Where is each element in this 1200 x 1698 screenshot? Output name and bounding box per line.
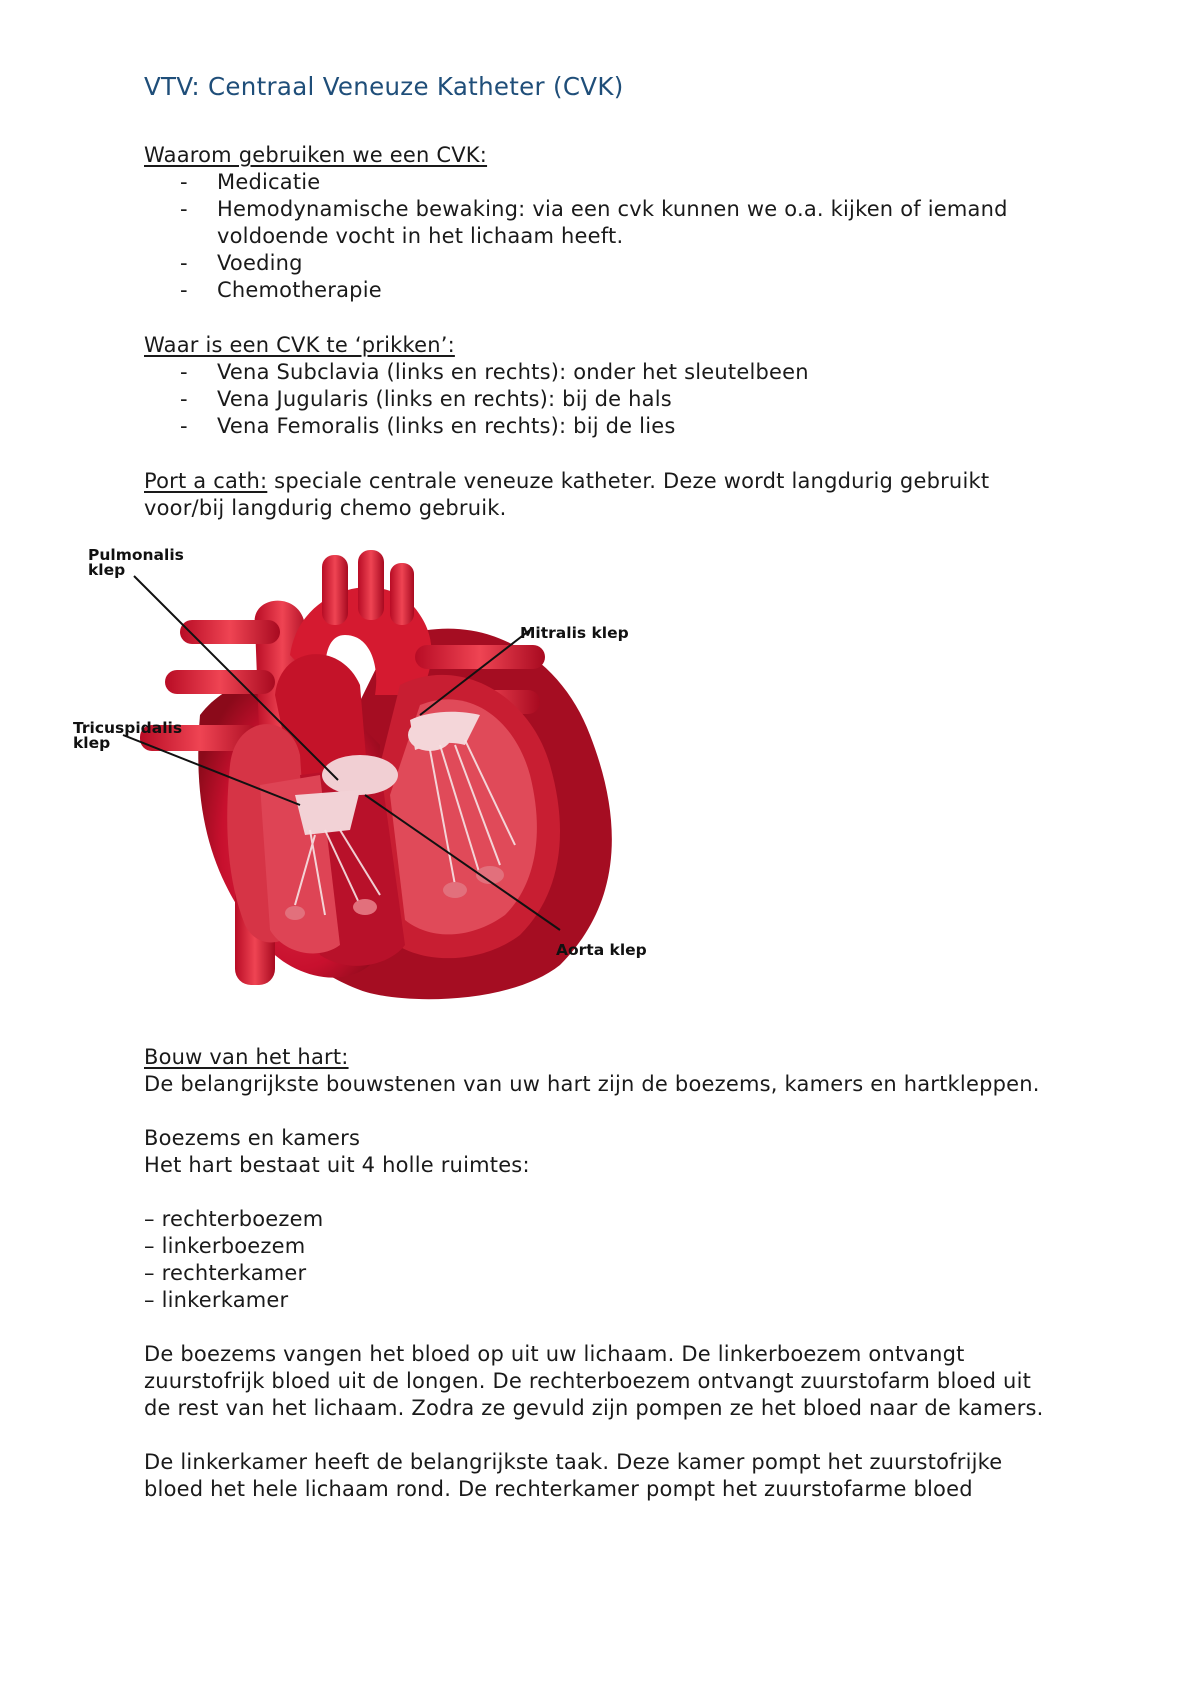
bouw-subtext: Het hart bestaat uit 4 holle ruimtes: <box>144 1153 530 1177</box>
room-item: – rechterboezem <box>144 1207 324 1231</box>
bouw-paragraph-1: De boezems vangen het bloed op uit uw lichaam. De linkerboezem ontvangt zuurstofrijk bloed uit de longen. De rechterboezem ontvangt zuurstofarm bloed uit de rest van het lichaam. Zodra ze gevuld zijn pompen ze het bloed naar de kamers. <box>144 1342 1044 1420</box>
section-bouw <box>144 1044 1064 1503</box>
bouw-subheading: Boezems en kamers <box>144 1126 361 1150</box>
section-where-heading: Waar is een CVK te ‘prikken’: <box>144 333 455 357</box>
bouw-paragraph-2: De linkerkamer heeft de belangrijkste taak. Deze kamer pompt het zuurstofrijke bloed het hele lichaam rond. De rechterkamer pompt het zuurstofarme bloed <box>144 1450 1003 1501</box>
port-heading: Port a cath: <box>144 469 268 493</box>
list-item: - Vena Subclavia (links en rechts): onder het sleutelbeen <box>217 359 1064 386</box>
list-item: - Vena Femoralis (links en rechts): bij de lies <box>217 413 1064 440</box>
label-tricuspidalis: Tricuspidalis <box>73 719 183 737</box>
label-mitralis: Mitralis klep <box>520 624 629 642</box>
list-item: - Voeding <box>217 250 1064 277</box>
why-list <box>144 169 1064 304</box>
port-text: speciale centrale veneuze katheter. Deze wordt langdurig gebruikt voor/bij langdurig chemo gebruik. <box>144 469 990 520</box>
section-why <box>144 142 1064 304</box>
list-item: - Medicatie <box>217 169 1064 196</box>
label-aorta: Aorta klep <box>556 941 647 959</box>
bouw-intro: De belangrijkste bouwstenen van uw hart zijn de boezems, kamers en hartkleppen. <box>144 1072 1040 1096</box>
label-tricuspidalis-2: klep <box>73 734 111 752</box>
page-title: VTV: Centraal Veneuze Katheter (CVK) <box>144 72 624 101</box>
room-item: – rechterkamer <box>144 1261 307 1285</box>
where-list <box>144 359 1064 440</box>
room-item: – linkerboezem <box>144 1234 306 1258</box>
label-pulmonalis-2: klep <box>88 561 126 579</box>
label-pulmonalis: Pulmonalis <box>88 546 184 564</box>
port-paragraph <box>144 468 1064 522</box>
room-item: – linkerkamer <box>144 1288 289 1312</box>
bouw-heading: Bouw van het hart: <box>144 1045 349 1069</box>
list-item: - Chemotherapie <box>217 277 1064 304</box>
list-item: - Hemodynamische bewaking: via een cvk kunnen we o.a. kijken of iemand voldoende vocht in het lichaam heeft. <box>217 196 1064 250</box>
list-item: - Vena Jugularis (links en rechts): bij de hals <box>217 386 1064 413</box>
section-where <box>144 332 1064 440</box>
section-why-heading: Waarom gebruiken we een CVK: <box>144 143 488 167</box>
heart-illustration <box>60 545 700 1015</box>
